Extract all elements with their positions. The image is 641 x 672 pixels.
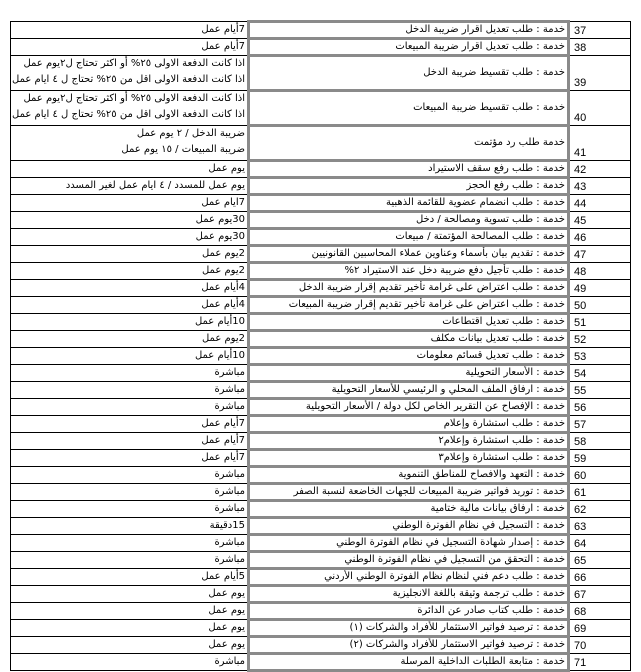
service-duration bbox=[11, 450, 249, 467]
table-row bbox=[11, 56, 631, 91]
row-number: 47 bbox=[569, 246, 631, 263]
row-number: 49 bbox=[569, 280, 631, 297]
table-row bbox=[11, 365, 631, 382]
service-duration bbox=[11, 246, 249, 263]
service-duration bbox=[11, 297, 249, 314]
table-row bbox=[11, 331, 631, 348]
service-duration bbox=[11, 263, 249, 280]
service-name: خدمة : ترصيد فواتير الاستثمار للأفراد والشركات (٢) bbox=[249, 637, 569, 654]
service-name: خدمة : طلب تقسيط ضريبة المبيعات bbox=[249, 91, 569, 126]
table-row bbox=[11, 348, 631, 365]
service-duration bbox=[11, 484, 249, 501]
service-name: خدمة : طلب رفع الحجز bbox=[249, 178, 569, 195]
table-row bbox=[11, 467, 631, 484]
table-row bbox=[11, 620, 631, 637]
row-number: 46 bbox=[569, 229, 631, 246]
duration-line: 15دقيقة bbox=[209, 520, 245, 531]
row-number: 67 bbox=[569, 586, 631, 603]
table-row bbox=[11, 501, 631, 518]
row-number: 59 bbox=[569, 450, 631, 467]
table-row bbox=[11, 178, 631, 195]
service-duration bbox=[11, 382, 249, 399]
duration-line: 7أيام عمل bbox=[201, 435, 245, 446]
table-row bbox=[11, 518, 631, 535]
duration-line: 2يوم عمل bbox=[201, 333, 245, 344]
row-number: 40 bbox=[569, 91, 631, 126]
duration-line: مباشرة bbox=[214, 537, 245, 548]
service-name: خدمة : التعهد والافصاح للمناطق التنموية bbox=[249, 467, 569, 484]
table-row bbox=[11, 314, 631, 331]
service-duration bbox=[11, 348, 249, 365]
service-duration bbox=[11, 56, 249, 91]
table-row bbox=[11, 552, 631, 569]
table-row bbox=[11, 126, 631, 161]
duration-line: يوم عمل bbox=[208, 605, 245, 616]
table-row bbox=[11, 535, 631, 552]
table-row bbox=[11, 586, 631, 603]
duration-line: 30يوم عمل bbox=[195, 214, 245, 225]
row-number: 51 bbox=[569, 314, 631, 331]
service-duration bbox=[11, 433, 249, 450]
table-row bbox=[11, 161, 631, 178]
service-name: خدمة : متابعة الطلبات الداخلية المرسلة bbox=[249, 654, 569, 671]
service-duration bbox=[11, 603, 249, 620]
table-row bbox=[11, 212, 631, 229]
row-number: 60 bbox=[569, 467, 631, 484]
row-number: 48 bbox=[569, 263, 631, 280]
row-number: 69 bbox=[569, 620, 631, 637]
table-row bbox=[11, 263, 631, 280]
service-duration bbox=[11, 416, 249, 433]
duration-line: اذا كانت الدفعة الاولى اقل من ٢٥% تحتاج ل ٤ ايام عمل bbox=[12, 74, 245, 85]
service-name: خدمة : طلب انضمام عضوية للقائمة الذهبية bbox=[249, 195, 569, 212]
duration-line: مباشرة bbox=[214, 401, 245, 412]
duration-line: اذا كانت الدفعة الاولى ٢٥% أو اكثر تحتاج ل٢يوم عمل bbox=[23, 58, 245, 69]
row-number: 52 bbox=[569, 331, 631, 348]
service-name: خدمة : طلب تعديل اقرار ضريبة الدخل bbox=[249, 22, 569, 39]
service-duration bbox=[11, 620, 249, 637]
row-number: 61 bbox=[569, 484, 631, 501]
table-row bbox=[11, 195, 631, 212]
duration-line: مباشرة bbox=[214, 656, 245, 667]
duration-line: 7أيام عمل bbox=[201, 452, 245, 463]
duration-line: يوم عمل bbox=[208, 622, 245, 633]
service-name: خدمة : الإفصاح عن التقرير الخاص لكل دولة / الأسعار التحويلية bbox=[249, 399, 569, 416]
table-row bbox=[11, 484, 631, 501]
row-number: 71 bbox=[569, 654, 631, 671]
service-duration bbox=[11, 399, 249, 416]
service-name: خدمة : طلب تأجيل دفع ضريبة دخل عند الاستيراد ٢% bbox=[249, 263, 569, 280]
row-number: 44 bbox=[569, 195, 631, 212]
service-duration bbox=[11, 212, 249, 229]
service-duration bbox=[11, 535, 249, 552]
service-name: خدمة : طلب تقسيط ضريبة الدخل bbox=[249, 56, 569, 91]
service-duration bbox=[11, 637, 249, 654]
service-name: خدمة : طلب استشارة وإعلام٣ bbox=[249, 450, 569, 467]
row-number: 42 bbox=[569, 161, 631, 178]
row-number: 39 bbox=[569, 56, 631, 91]
duration-line: يوم عمل للمسدد / ٤ ايام عمل لغير المسدد bbox=[65, 180, 245, 191]
service-name: خدمة : طلب رفع سقف الاستيراد bbox=[249, 161, 569, 178]
duration-line: يوم عمل bbox=[208, 588, 245, 599]
service-name: خدمة : إصدار شهادة التسجيل في نظام الفوترة الوطني bbox=[249, 535, 569, 552]
service-name: خدمة : طلب دعم فني لنظام نظام الفوترة الوطني الأردني bbox=[249, 569, 569, 586]
service-duration bbox=[11, 365, 249, 382]
duration-line: اذا كانت الدفعة الاولى اقل من ٢٥% تحتاج ل ٤ ايام عمل bbox=[12, 109, 245, 120]
service-duration bbox=[11, 229, 249, 246]
duration-line: مباشرة bbox=[214, 503, 245, 514]
row-number: 53 bbox=[569, 348, 631, 365]
table-row bbox=[11, 246, 631, 263]
service-duration bbox=[11, 195, 249, 212]
row-number: 41 bbox=[569, 126, 631, 161]
duration-line: يوم عمل bbox=[208, 163, 245, 174]
services-table-body bbox=[11, 22, 631, 671]
table-row bbox=[11, 297, 631, 314]
row-number: 66 bbox=[569, 569, 631, 586]
row-number: 54 bbox=[569, 365, 631, 382]
service-name: خدمة : طلب استشارة وإعلام٢ bbox=[249, 433, 569, 450]
service-duration bbox=[11, 654, 249, 671]
row-number: 45 bbox=[569, 212, 631, 229]
duration-line: 4أيام عمل bbox=[201, 282, 245, 293]
table-row bbox=[11, 22, 631, 39]
service-duration bbox=[11, 126, 249, 161]
service-name: خدمة : طلب المصالحة المؤتمتة / مبيعات bbox=[249, 229, 569, 246]
duration-line: يوم عمل bbox=[208, 639, 245, 650]
duration-line: مباشرة bbox=[214, 469, 245, 480]
service-duration bbox=[11, 501, 249, 518]
service-duration bbox=[11, 161, 249, 178]
table-row bbox=[11, 569, 631, 586]
duration-line: مباشرة bbox=[214, 486, 245, 497]
row-number: 56 bbox=[569, 399, 631, 416]
row-number: 37 bbox=[569, 22, 631, 39]
row-number: 57 bbox=[569, 416, 631, 433]
duration-line: 2يوم عمل bbox=[201, 265, 245, 276]
duration-line: ضريبة المبيعات / ١٥ يوم عمل bbox=[121, 144, 245, 155]
table-row bbox=[11, 382, 631, 399]
row-number: 62 bbox=[569, 501, 631, 518]
row-number: 50 bbox=[569, 297, 631, 314]
duration-line: مباشرة bbox=[214, 367, 245, 378]
table-row bbox=[11, 433, 631, 450]
duration-line: مباشرة bbox=[214, 554, 245, 565]
duration-line: اذا كانت الدفعة الاولى ٢٥% أو اكثر تحتاج ل٢يوم عمل bbox=[23, 93, 245, 104]
duration-line: 10أيام عمل bbox=[194, 316, 245, 327]
row-number: 38 bbox=[569, 39, 631, 56]
table-row bbox=[11, 637, 631, 654]
service-name: خدمة : التحقق من التسجيل في نظام الفوترة الوطني bbox=[249, 552, 569, 569]
row-number: 64 bbox=[569, 535, 631, 552]
duration-line: 30يوم عمل bbox=[195, 231, 245, 242]
table-row bbox=[11, 450, 631, 467]
service-name: خدمة : طلب تعديل قسائم معلومات bbox=[249, 348, 569, 365]
duration-line: ضريبة الدخل / ٢ يوم عمل bbox=[136, 128, 245, 139]
service-name: خدمة طلب رد مؤتمت bbox=[249, 126, 569, 161]
service-name: خدمة : طلب كتاب صادر عن الدائرة bbox=[249, 603, 569, 620]
duration-line: 7أيام عمل bbox=[201, 24, 245, 35]
service-name: خدمة : طلب تسوية ومصالحة / دخل bbox=[249, 212, 569, 229]
table-row bbox=[11, 280, 631, 297]
table-row bbox=[11, 39, 631, 56]
service-duration bbox=[11, 467, 249, 484]
service-duration bbox=[11, 91, 249, 126]
service-duration bbox=[11, 586, 249, 603]
duration-line: 7ايام عمل bbox=[201, 197, 245, 208]
table-row bbox=[11, 416, 631, 433]
table-row bbox=[11, 603, 631, 620]
service-name: خدمة : ارفاق الملف المحلي و الرئيسي للأسعار التحويلية bbox=[249, 382, 569, 399]
duration-line: 5أيام عمل bbox=[201, 571, 245, 582]
services-table bbox=[10, 20, 631, 672]
service-name: خدمة : تقديم بيان بأسماء وعناوين عملاء المحاسبين القانونيين bbox=[249, 246, 569, 263]
duration-line: مباشرة bbox=[214, 384, 245, 395]
service-name: خدمة : طلب تعديل اقرار ضريبة المبيعات bbox=[249, 39, 569, 56]
service-duration bbox=[11, 39, 249, 56]
row-number: 58 bbox=[569, 433, 631, 450]
service-duration bbox=[11, 314, 249, 331]
service-duration bbox=[11, 518, 249, 535]
service-name: خدمة : الأسعار التحويلية bbox=[249, 365, 569, 382]
service-duration bbox=[11, 178, 249, 195]
duration-line: 7أيام عمل bbox=[201, 41, 245, 52]
table-row bbox=[11, 399, 631, 416]
service-name: خدمة : طلب تعديل بيانات مكلف bbox=[249, 331, 569, 348]
duration-line: 4أيام عمل bbox=[201, 299, 245, 310]
service-duration bbox=[11, 331, 249, 348]
row-number: 65 bbox=[569, 552, 631, 569]
service-name: خدمة : التسجيل في نظام الفوترة الوطني bbox=[249, 518, 569, 535]
duration-line: 2يوم عمل bbox=[201, 248, 245, 259]
service-name: خدمة : طلب اعتراض على غرامة تأخير تقديم إقرار ضريبة المبيعات bbox=[249, 297, 569, 314]
service-name: خدمة : طلب ترجمة وثيقة باللغة الانجليزية bbox=[249, 586, 569, 603]
duration-line: 10أيام عمل bbox=[194, 350, 245, 361]
table-row bbox=[11, 229, 631, 246]
service-duration bbox=[11, 280, 249, 297]
service-duration bbox=[11, 552, 249, 569]
table-row bbox=[11, 91, 631, 126]
row-number: 43 bbox=[569, 178, 631, 195]
service-duration bbox=[11, 22, 249, 39]
row-number: 68 bbox=[569, 603, 631, 620]
service-name: خدمة : طلب تعديل اقتطاعات bbox=[249, 314, 569, 331]
duration-line: 7أيام عمل bbox=[201, 418, 245, 429]
service-duration bbox=[11, 569, 249, 586]
row-number: 70 bbox=[569, 637, 631, 654]
service-name: خدمة : طلب استشارة وإعلام bbox=[249, 416, 569, 433]
service-name: خدمة : توريد فواتير ضريبة المبيعات للجهات الخاضعة لنسبة الصفر bbox=[249, 484, 569, 501]
row-number: 55 bbox=[569, 382, 631, 399]
table-row bbox=[11, 654, 631, 671]
service-name: خدمة : طلب اعتراض على غرامة تأخير تقديم إقرار ضريبة الدخل bbox=[249, 280, 569, 297]
row-number: 63 bbox=[569, 518, 631, 535]
service-name: خدمة : ترصيد فواتير الاستثمار للأفراد والشركات (١) bbox=[249, 620, 569, 637]
service-name: خدمة : ارفاق بيانات مالية ختامية bbox=[249, 501, 569, 518]
